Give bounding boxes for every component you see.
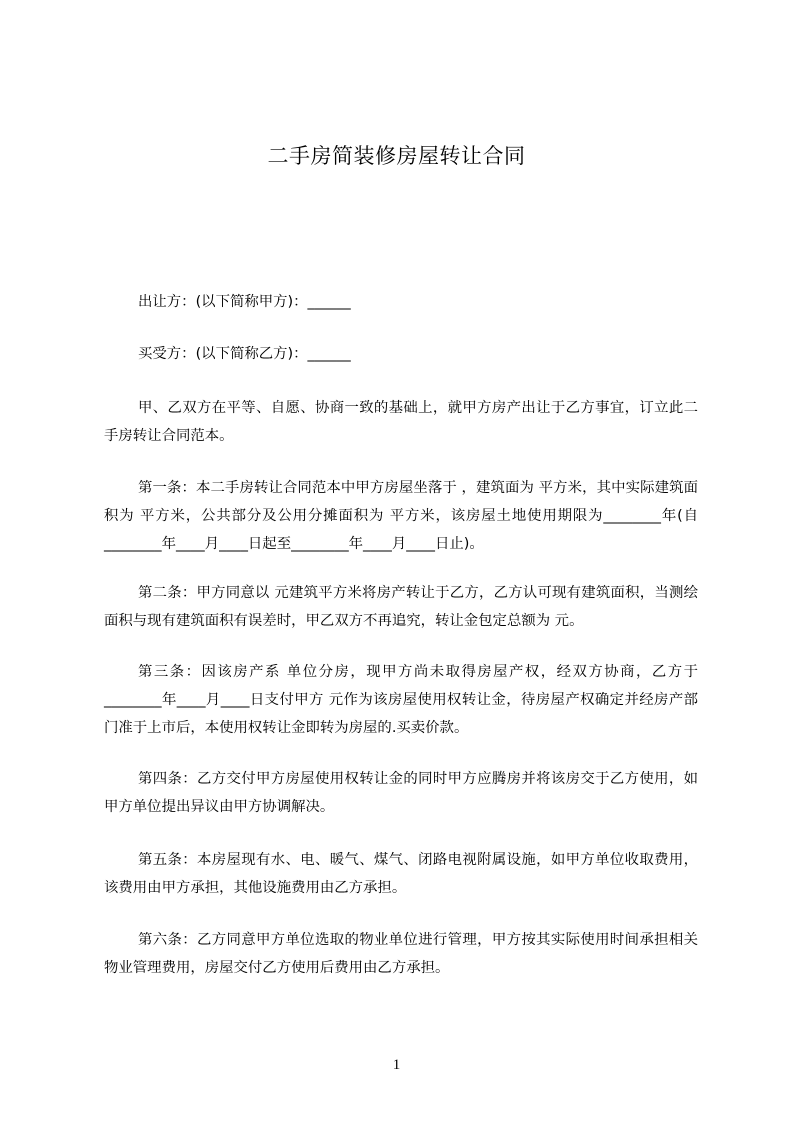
paragraph-article-3: 第三条：因该房产系 单位分房，现甲方尚未取得房屋产权，经双方协商，乙方于________年____月____日支付甲方 元作为该房屋使用权转让金，待房屋产权确定并经房产部门准于上市后，本使用权转让金即转为房屋的.买卖价款。 <box>104 664 698 736</box>
paragraph-buyer: 买受方：(以下简称乙方)：______ <box>138 346 351 362</box>
paragraph-article-1: 第一条：本二手房转让合同范本中甲方房屋坐落于 ，建筑面为 平方米，其中实际建筑面积为 平方米，公共部分及公用分摊面积为 平方米，该房屋土地使用期限为________年(自________年____月____日起至________年____月____日止)。 <box>104 480 698 552</box>
paragraph-article-4: 第四条：乙方交付甲方房屋使用权转让金的同时甲方应腾房并将该房交于乙方使用，如甲方单位提出异议由甲方协调解决。 <box>104 771 698 815</box>
page-number: 1 <box>392 1057 401 1073</box>
paragraph-article-2: 第二条：甲方同意以 元建筑平方米将房产转让于乙方，乙方认可现有建筑面积，当测绘面积与现有建筑面积有误差时，甲乙双方不再追究，转让金包定总额为 元。 <box>104 585 698 629</box>
paragraph-preamble: 甲、乙双方在平等、自愿、协商一致的基础上，就甲方房产出让于乙方事宜，订立此二手房转让合同范本。 <box>104 400 698 444</box>
paragraph-seller: 出让方：(以下简称甲方)：______ <box>138 294 351 310</box>
document-title: 二手房简装修房屋转让合同 <box>267 144 526 168</box>
paragraph-article-6: 第六条：乙方同意甲方单位选取的物业单位进行管理，甲方按其实际使用时间承担相关物业管理费用，房屋交付乙方使用后费用由乙方承担。 <box>104 932 698 976</box>
paragraph-article-5: 第五条：本房屋现有水、电、暖气、煤气、闭路电视附属设施，如甲方单位收取费用，该费用由甲方承担，其他设施费用由乙方承担。 <box>104 852 698 896</box>
